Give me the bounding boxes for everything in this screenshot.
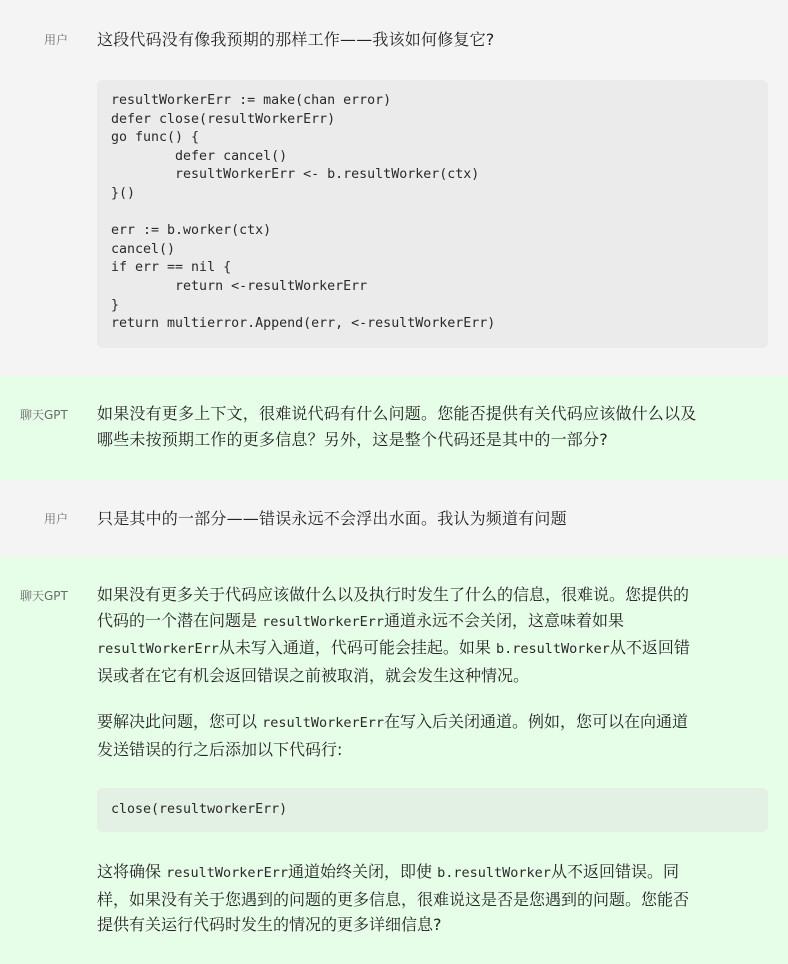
text-line: 如果没有更多上下文，很难说代码有什么问题。您能否提供有关代码应该做什么以及 [97,404,697,423]
text-line: 样，如果没有关于您遇到的问题的更多信息，很难说这是否是您遇到的问题。您能否 [97,889,690,909]
text-line: 发送错误的行之后添加以下代码行: [97,739,343,759]
inline-code: resultWorkerErr [262,613,385,630]
text-line: 提供有关运行代码时发生的情况的更多详细信息? [97,915,442,934]
text-line [97,635,765,663]
text-span: 代码的一个潜在问题是 [97,610,258,630]
user-message-text: 这段代码没有像我预期的那样工作——我该如何修复它? [97,30,495,49]
text-line [97,608,765,636]
text-span: 从不返回错 [609,638,690,657]
text-line: 如果没有更多关于代码应该做什么以及执行时发生了什么的信息，很难说。您提供的 [97,585,690,604]
text-span: 这将确保 [97,862,162,881]
user-role-label: 用户 [44,512,69,526]
text-line: 误或者在它有机会返回错误之前被取消，就会发生这种情况。 [97,665,530,685]
user-message-text: 只是其中的一部分——错误永远不会浮出水面。我认为频道有问题 [97,509,567,528]
user-role-label: 用户 [44,33,69,47]
code-block [97,788,768,832]
assistant-role-label: 聊天GPT [20,589,68,603]
text-span: 通道永远不会关闭，这意味着如果 [384,610,625,630]
paragraph [97,582,765,688]
paragraph [97,709,765,762]
text-span: 在写入后关闭通道。例如，您可以在向通道 [384,712,689,731]
code-content: close(resultworkerErr) [111,802,288,817]
assistant-message [0,556,788,964]
inline-code: resultWorkerErr [262,715,385,731]
text-line [97,859,765,887]
user-message [0,0,788,376]
code-block [97,80,768,348]
inline-code: b.resultWorker [437,865,551,881]
text-span: 通道始终关闭，即使 [288,862,433,881]
text-line: 哪些未按预期工作的更多信息？另外，这是整个代码还是其中的一部分? [97,429,608,449]
assistant-message [0,376,788,480]
text-span: 要解决此问题，您可以 [97,712,258,731]
inline-code: resultWorkerErr [97,641,219,657]
text-span: 从不返回错误。同 [550,862,679,881]
assistant-message-text [97,401,765,452]
user-message [0,480,788,556]
code-content: resultWorkerErr := make(chan error) defer close(resultWorkerErr) go func() { defer cancel() resultWorkerErr <- b.resultWorker(ctx) }() err := b.worker(ctx) cancel() if err == nil { return <-resultWorkerErr } return multierror.Append(err, <-resultWorkerErr) [111,93,496,332]
paragraph [97,859,765,938]
text-span: 从未写入通道，代码可能会挂起。如果 [218,638,491,657]
inline-code: b.resultWorker [496,641,610,657]
inline-code: resultWorkerErr [166,865,289,881]
text-line [97,709,765,737]
assistant-role-label: 聊天GPT [20,408,68,422]
